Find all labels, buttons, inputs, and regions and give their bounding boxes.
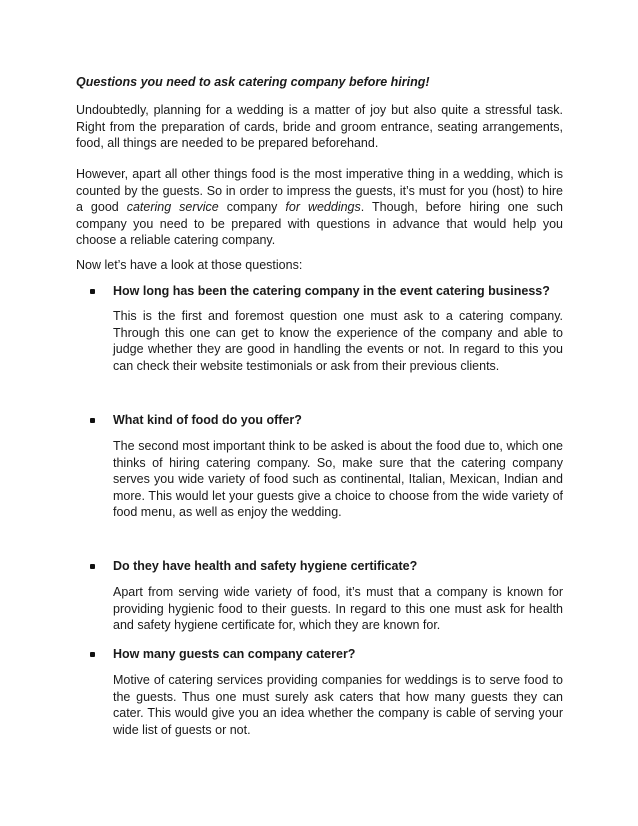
- text-line-content: can check their website testimonials or ask from their previous clients.: [113, 358, 500, 373]
- text-line-content: providing hygienic food to their guests. In regard to this one must ask for health: [113, 601, 563, 616]
- text-line-content: [76, 199, 563, 216]
- text-line: [113, 601, 563, 618]
- text-line: [113, 722, 563, 739]
- text-line: [113, 584, 563, 601]
- question-heading: [113, 646, 563, 663]
- text-line-content: However, apart all other things food is the most imperative thing in a wedding, which is: [76, 167, 563, 181]
- text-line: [113, 471, 563, 488]
- question-heading-text: How long has been the catering company in the event catering business?: [113, 284, 550, 298]
- text-line: [76, 257, 563, 274]
- bullet-icon: [90, 418, 95, 423]
- document-title-text: Questions you need to ask catering company before hiring!: [76, 75, 430, 89]
- text-line: [76, 183, 563, 200]
- text-line-content: This is the first and foremost question one must ask to a catering company.: [113, 309, 563, 323]
- text-line: [113, 672, 563, 689]
- text-line-content: choose a reliable catering company.: [76, 233, 276, 247]
- text-line: [76, 199, 563, 216]
- text-line: [76, 119, 563, 136]
- text-line-content: food, all things are needed to be prepared beforehand.: [76, 136, 379, 150]
- question-heading-text: What kind of food do you offer?: [113, 413, 302, 427]
- text-line-content: the guests. Thus one must surely ask caters that how many guests they can: [113, 689, 563, 704]
- text-line-content: counted by the guests. So in order to impress the guests, it’s must for you (host) to hire: [76, 183, 563, 198]
- question-answer: [113, 672, 563, 738]
- question-heading: [113, 283, 563, 300]
- lead-in-paragraph: [76, 257, 563, 274]
- text-line: [113, 308, 563, 325]
- text-line: [76, 102, 563, 119]
- text-line: [113, 455, 563, 472]
- bullet-icon: [90, 564, 95, 569]
- text-line: [76, 135, 563, 152]
- question-heading-text: How many guests can company caterer?: [113, 647, 356, 661]
- text-line-content: Now let’s have a look at those questions:: [76, 258, 303, 272]
- text-line: [113, 488, 563, 505]
- text-line: [113, 689, 563, 706]
- text-line-content: serves you wide variety of food such as continental, Italian, Mexican, Indian and: [113, 472, 563, 486]
- text-line-content: Motive of catering services providing companies for weddings is to serve food to: [113, 673, 563, 687]
- text-line: [113, 325, 563, 342]
- text-line: [113, 341, 563, 358]
- intro-paragraph: [76, 102, 563, 152]
- text-segment: a good: [76, 200, 127, 214]
- text-line-content: Through this one can get to know the experience of the company and able to: [113, 325, 563, 340]
- text-line-content: judge whether they are good in handling the events or not. In regard to this you: [113, 342, 563, 356]
- text-line-content: thinks of hiring catering company. So, make sure that the catering company: [113, 455, 563, 470]
- text-line-content: and safety hygiene certificate for, which they are known for.: [113, 618, 441, 632]
- question-answer: [113, 584, 563, 634]
- text-line: [113, 504, 563, 521]
- question-heading: [113, 412, 563, 429]
- question-answer: [113, 308, 563, 374]
- italic-text: catering service: [126, 200, 219, 214]
- bullet-icon: [90, 652, 95, 657]
- text-line: [76, 216, 563, 233]
- text-line: [113, 617, 563, 634]
- text-segment: company: [218, 200, 286, 214]
- importance-paragraph: [76, 166, 563, 249]
- text-line-content: wide list of guests or not.: [113, 722, 251, 737]
- text-line-content: Apart from serving wide variety of food, it’s must that a company is known for: [113, 585, 563, 599]
- text-line-content: company you need to be prepared with questions in advance that would help you: [76, 216, 563, 231]
- italic-text: for weddings: [285, 200, 361, 214]
- question-heading: [113, 558, 563, 575]
- text-line: [113, 358, 563, 375]
- question-answer: [113, 438, 563, 521]
- text-line: [76, 232, 563, 249]
- text-line-content: cater. This would give you an idea whether the company is cable of serving your: [113, 706, 563, 720]
- bullet-icon: [90, 289, 95, 294]
- text-line-content: Undoubtedly, planning for a wedding is a matter of joy but also quite a stressful task.: [76, 103, 563, 117]
- text-line: [113, 705, 563, 722]
- text-line-content: food menu, as well as enjoy the wedding.: [113, 505, 342, 519]
- text-segment: . Though, before hiring one such: [360, 200, 563, 214]
- document-title: [76, 74, 563, 91]
- text-line-content: Right from the preparation of cards, bride and groom entrance, seating arrangements,: [76, 119, 563, 134]
- text-line-content: more. This would let your guests give a choice to choose from the wide variety of: [113, 488, 563, 503]
- text-line-content: The second most important think to be asked is about the food due to, which one: [113, 439, 563, 453]
- text-line: [76, 166, 563, 183]
- question-heading-text: Do they have health and safety hygiene certificate?: [113, 559, 418, 573]
- text-line: [113, 438, 563, 455]
